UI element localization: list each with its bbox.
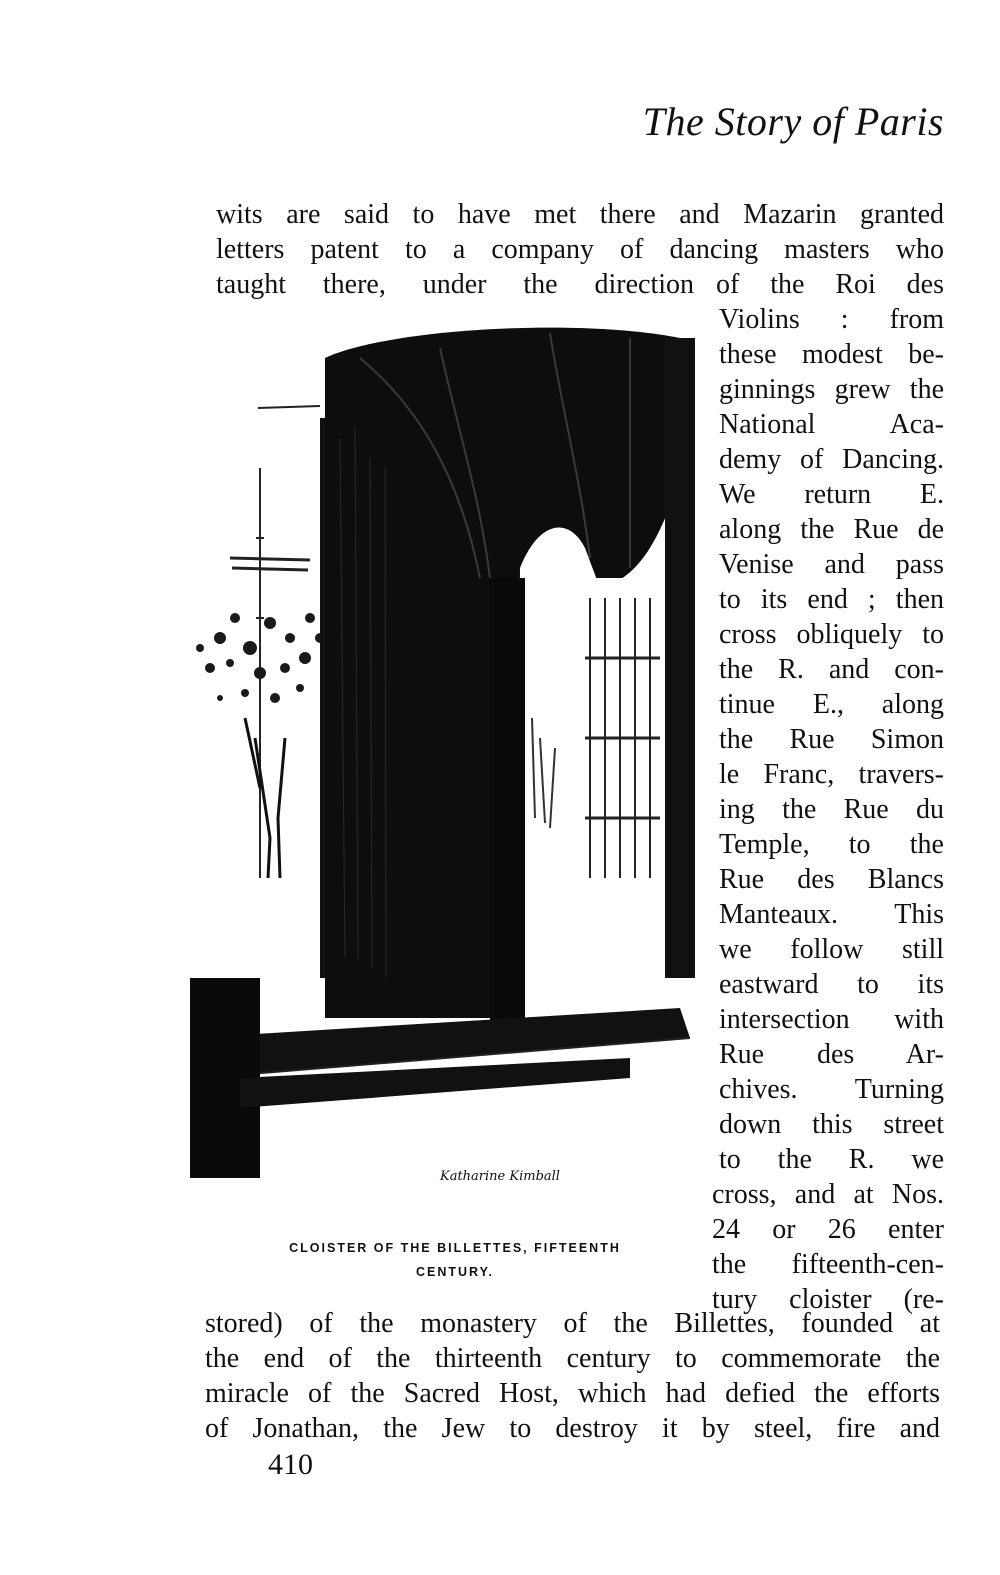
body-line-side-3: these modest be- (719, 339, 944, 370)
body-line-side-6: demy of Dancing. (719, 444, 944, 475)
body-line-side-9: Venise and pass (719, 549, 944, 580)
body-line-side-1: of the Roi des (716, 269, 944, 300)
body-line-top-1: wits are said to have met there and Mazarin granted (216, 199, 944, 230)
body-line-side-15: le Franc, travers- (719, 759, 944, 790)
body-line-top-2: letters patent to a company of dancing masters who (216, 234, 944, 265)
body-line-side-26: to the R. we (719, 1144, 944, 1175)
body-line-side-14: the Rue Simon (719, 724, 944, 755)
artist-signature: Katharine Kimball (440, 1169, 560, 1184)
body-line-bottom-2: the end of the thirteenth century to commemorate the (205, 1343, 940, 1374)
body-line-side-13: tinue E., along (719, 689, 944, 720)
body-line-side-30: tury cloister (re- (712, 1284, 944, 1315)
body-line-bottom-1: stored) of the monastery of the Billettes, founded at (205, 1308, 940, 1339)
page-number: 410 (268, 1448, 313, 1481)
body-line-side-21: eastward to its (719, 969, 944, 1000)
figure-caption (210, 1236, 700, 1284)
cloister-illustration (160, 318, 700, 1213)
body-line-side-17: Temple, to the (719, 829, 944, 860)
body-line-side-2: Violins : from (719, 304, 944, 335)
body-line-top-3: taught there, under the direction (216, 269, 694, 300)
body-line-side-24: chives. Turning (719, 1074, 944, 1105)
body-line-side-16: ing the Rue du (719, 794, 944, 825)
body-line-side-18: Rue des Blancs (719, 864, 944, 895)
body-line-side-29: the fifteenth-cen- (712, 1249, 944, 1280)
body-line-side-27: cross, and at Nos. (712, 1179, 944, 1210)
body-line-bottom-3: miracle of the Sacred Host, which had defied the efforts (205, 1378, 940, 1409)
figure-caption-line-1: CLOISTER OF THE BILLETTES, FIFTEENTH (289, 1241, 621, 1255)
body-line-side-8: along the Rue de (719, 514, 944, 545)
body-line-side-22: intersection with (719, 1004, 944, 1035)
body-line-side-4: ginnings grew the (719, 374, 944, 405)
figure-caption-line-2: CENTURY. (415, 1265, 495, 1279)
body-line-side-7: We return E. (719, 479, 944, 510)
body-line-side-23: Rue des Ar- (719, 1039, 944, 1070)
body-line-side-19: Manteaux. This (719, 899, 944, 930)
body-line-side-5: National Aca- (719, 409, 944, 440)
body-line-side-20: we follow still (719, 934, 944, 965)
body-line-side-11: cross obliquely to (719, 619, 944, 650)
body-line-bottom-4: of Jonathan, the Jew to destroy it by steel, fire and (205, 1413, 940, 1444)
body-line-side-28: 24 or 26 enter (712, 1214, 944, 1245)
body-line-side-25: down this street (719, 1109, 944, 1140)
body-line-side-10: to its end ; then (719, 584, 944, 615)
running-head: The Story of Paris (642, 99, 944, 144)
body-line-side-12: the R. and con- (719, 654, 944, 685)
